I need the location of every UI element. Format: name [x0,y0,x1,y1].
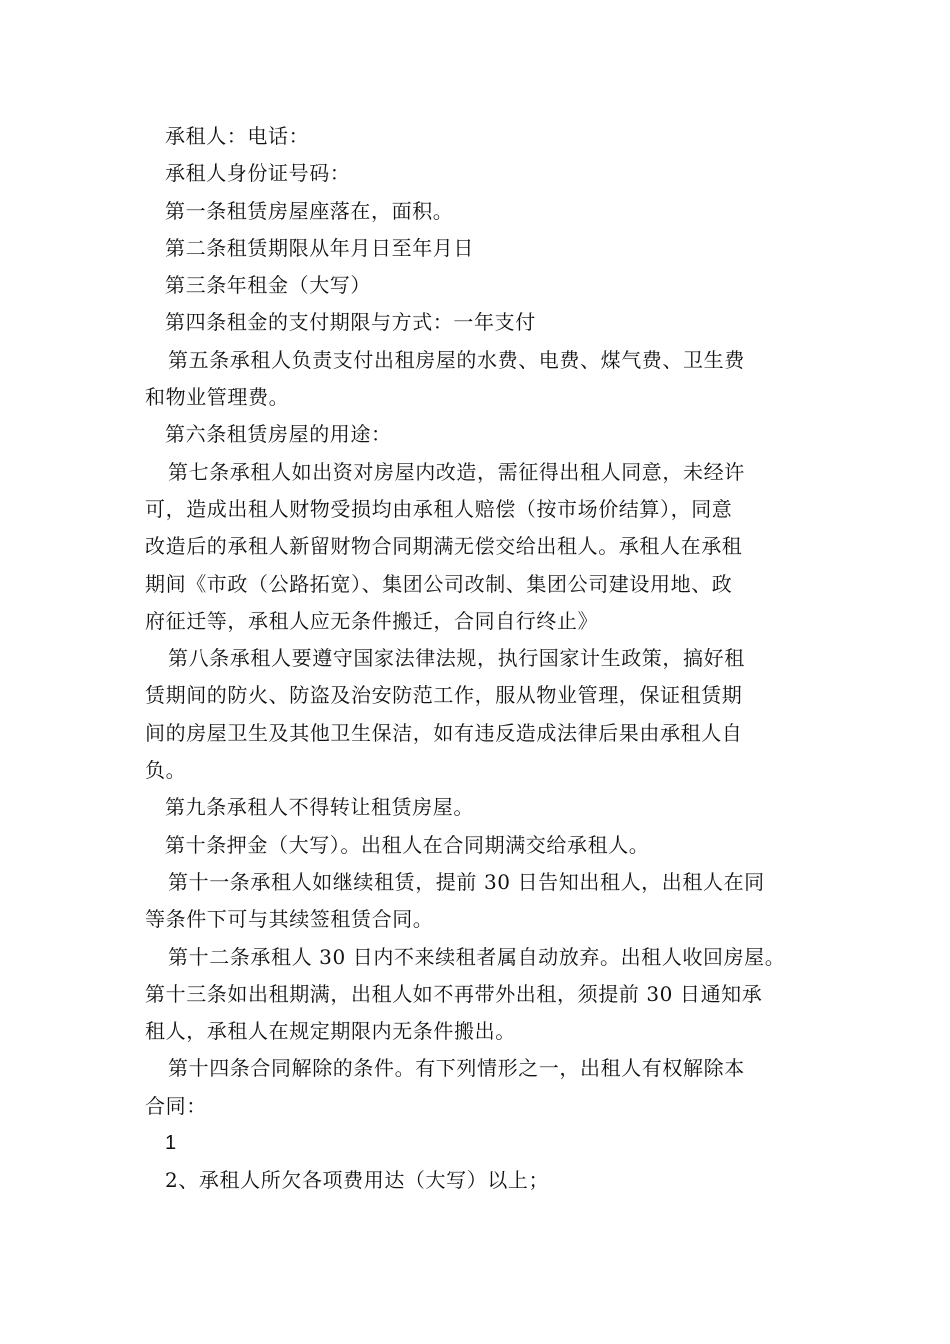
text-line: 第七条承租人如出资对房屋内改造，需征得出租人同意，未经许 [168,459,745,484]
document-body [0,118,950,1200]
text-line: 合同： [145,1093,207,1118]
paragraph-article-13 [0,976,950,1051]
paragraph-article-7 [0,454,950,640]
text-line: 改造后的承租人新留财物合同期满无偿交给出租人。承租人在承租 [145,534,743,559]
text-line: 第一条租赁房屋座落在，面积。 [165,198,454,223]
text-line: 第八条承租人要遵守国家法律法规，执行国家计生政策，搞好租 [168,646,745,671]
text-line: 第十一条承租人如继续租赁，提前 30 日告知出租人，出租人在同 [168,869,765,894]
paragraph-item-1 [0,1125,950,1162]
text-line: 期间《市政（公路拓宽）、集团公司改制、集团公司建设用地、政 [145,571,733,596]
paragraph-article-3 [0,267,950,304]
text-line: 承租人：电话： [165,124,310,148]
text-line: 负。 [145,758,187,783]
paragraph-article-4 [0,304,950,341]
text-line: 2、承租人所欠各项费用达（大写）以上； [165,1168,550,1193]
paragraph-article-6 [0,416,950,453]
text-line: 第十二条承租人 30 日内不来续租者属自动放弃。出租人收回房屋。 [168,944,786,969]
paragraph-article-10 [0,827,950,864]
paragraph-article-1 [0,193,950,230]
paragraph-article-8 [0,640,950,789]
paragraph-article-5 [0,342,950,417]
text-line: 承租人身份证号码： [165,161,351,186]
text-line: 第五条承租人负责支付出租房屋的水费、电费、煤气费、卫生费 [168,347,745,372]
paragraph-item-2 [0,1162,950,1199]
paragraph-article-11 [0,864,950,939]
text-line: 第十条押金（大写）。出租人在合同期满交给承租人。 [165,832,650,857]
text-line: 第九条承租人不得转让租赁房屋。 [165,795,474,820]
paragraph-article-14 [0,1050,950,1125]
text-line: 第十四条合同解除的条件。有下列情形之一，出租人有权解除本 [168,1056,745,1081]
text-line: 可，造成出租人财物受损均由承租人赔偿（按市场价结算），同意 [145,496,733,521]
paragraph-article-2 [0,230,950,267]
paragraph-lessee-id [0,155,950,192]
text-line: 第四条租金的支付期限与方式：一年支付 [165,310,536,335]
text-line: 和物业管理费。 [145,385,290,410]
text-line: 1 [165,1132,177,1155]
text-line: 间的房屋卫生及其他卫生保洁，如有违反造成法律后果由承租人自 [145,720,743,745]
paragraph-article-9 [0,789,950,826]
text-line: 等条件下可与其续签租赁合同。 [145,907,434,932]
text-line: 租人，承租人在规定期限内无条件搬出。 [145,1019,516,1044]
text-line: 第二条租赁期限从年月日至年月日 [165,235,474,260]
text-line: 第十三条如出租期满，出租人如不再带外出租，须提前 30 日通知承 [145,981,763,1006]
text-line: 赁期间的防火、防盗及治安防范工作，服从物业管理，保证租赁期 [145,683,743,708]
paragraph-article-12 [0,939,950,976]
text-line: 府征迁等，承租人应无条件搬迁，合同自行终止》 [145,608,599,633]
paragraph-lessee-phone [0,118,950,155]
text-line: 第六条租赁房屋的用途： [165,422,392,447]
text-line: 第三条年租金（大写） [165,273,371,298]
